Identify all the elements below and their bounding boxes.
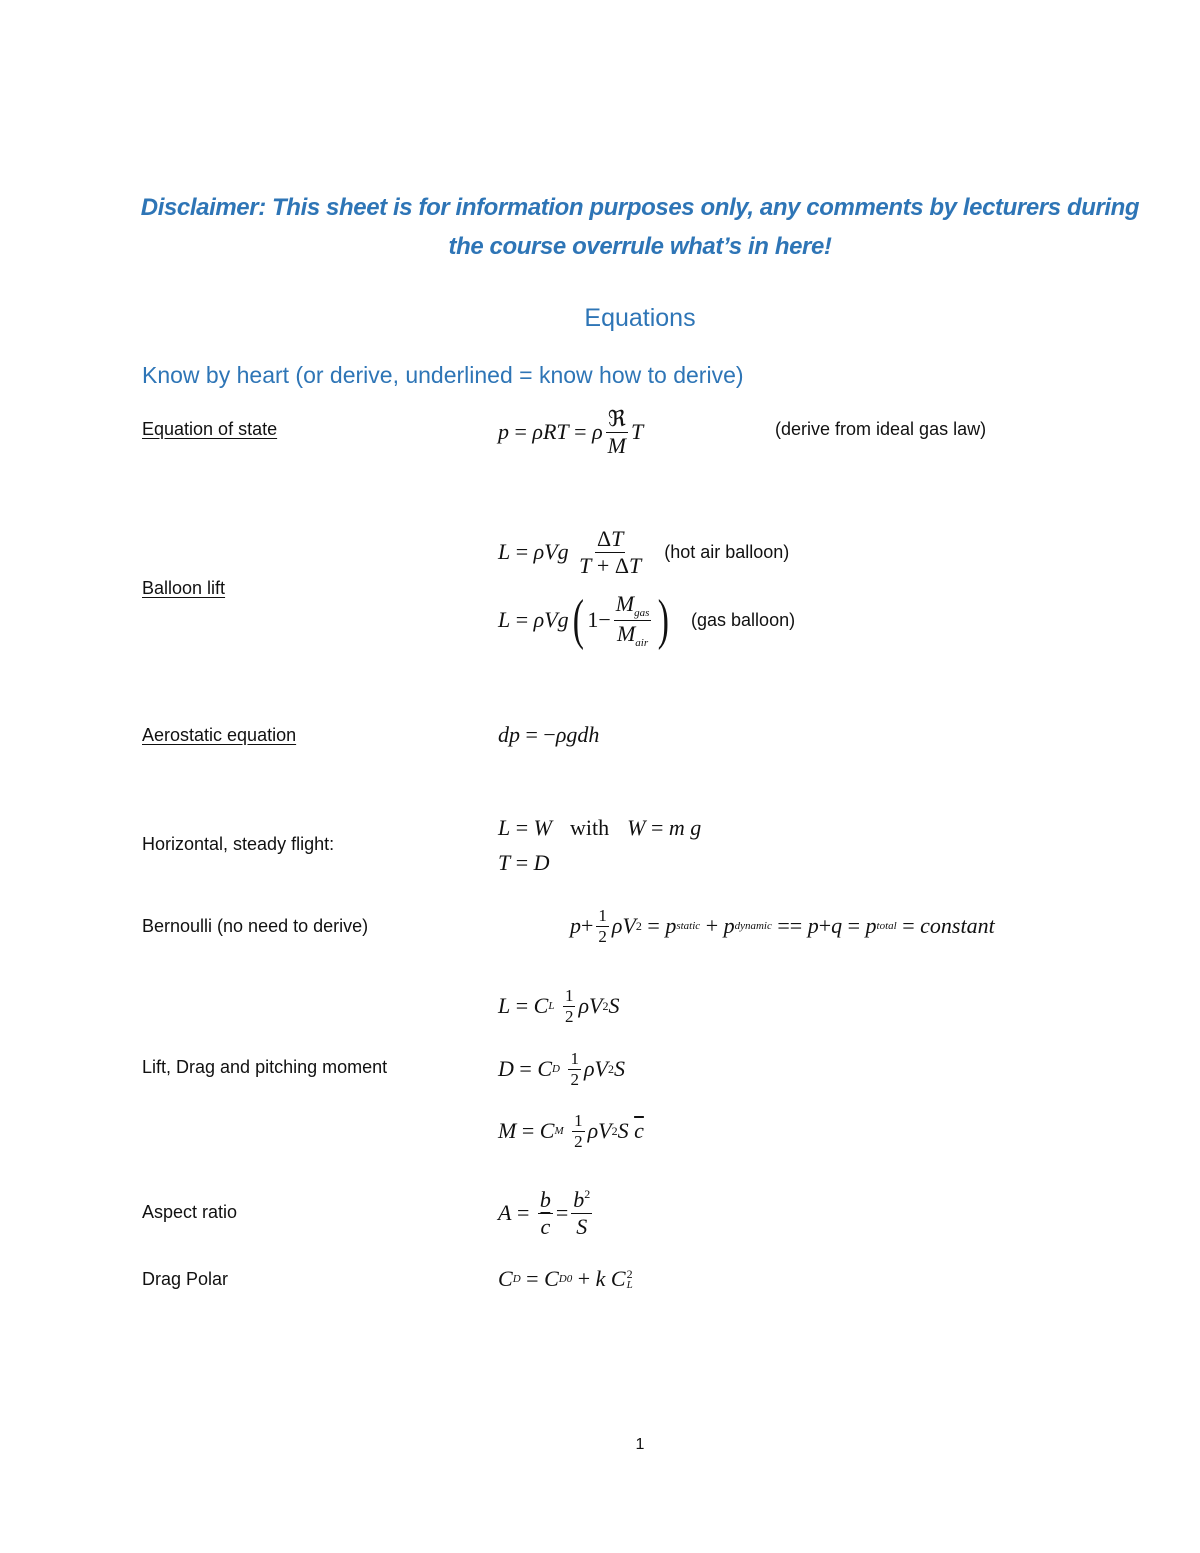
- page-number: 1: [635, 1436, 645, 1453]
- label-lift-drag-moment: Lift, Drag and pitching moment: [142, 1057, 388, 1077]
- label-aerostatic-equation: Aerostatic equation: [142, 725, 297, 745]
- label-aspect-ratio: Aspect ratio: [142, 1202, 238, 1222]
- aspect-ratio-formula: A = $\frac{b}{c}$ = $\frac{b^2}{S}$: [498, 1187, 591, 1239]
- label-horizontal-steady-flight: Horizontal, steady flight:: [142, 834, 335, 854]
- with-text: with: [570, 815, 610, 840]
- section-heading: Equations: [584, 304, 696, 332]
- hot-air-balloon-note: (hot air balloon): [664, 541, 790, 562]
- label-bernoulli: Bernoulli (no need to derive): [142, 916, 369, 936]
- bernoulli-formula: p + $\frac{1}{2}$ ρV 2 = p static + p dynamic == p + q = p total = constant: [570, 905, 995, 946]
- disclaimer: [100, 188, 1180, 266]
- lift-formula: L = C L $\frac{1}{2}$ ρV 2 S: [498, 985, 620, 1026]
- subheading: Know by heart (or derive, underlined = know how to derive): [142, 362, 744, 388]
- drag-polar-formula: C D = C D0 + k C 2 L: [498, 1266, 633, 1291]
- horizontal-flight-formula-1: L = W with W = m g: [498, 815, 702, 840]
- balloon-lift-gas-formula: L = ρVg ( 1− $\frac{M_{gas}}{M_{air}}$ ) (gas balloon): [498, 589, 796, 651]
- equation-of-state-note: (derive from ideal gas law): [775, 419, 987, 439]
- label-drag-polar: Drag Polar: [142, 1269, 229, 1289]
- disclaimer-line-2: the course overrule what’s in here!: [448, 233, 832, 260]
- aerostatic-formula: dp = − ρgdh: [498, 722, 600, 747]
- drag-formula: D = C D $\frac{1}{2}$ ρV 2 S: [498, 1048, 625, 1089]
- disclaimer-line-1: Disclaimer: This sheet is for information purposes only, any comments by lecturers during: [140, 194, 1140, 221]
- label-balloon-lift: Balloon lift: [142, 578, 226, 598]
- balloon-lift-hot-air-formula: L = ρVg $\frac{\Delta T}{T + \Delta T}$ (hot air balloon): [498, 526, 790, 578]
- gas-balloon-note: (gas balloon): [691, 609, 796, 630]
- label-equation-of-state: Equation of state: [142, 419, 278, 439]
- moment-formula: M = C M $\frac{1}{2}$ ρV 2 S $\overline{c}$: [498, 1110, 644, 1151]
- equation-of-state-formula: p = ρRT = ρ $\frac{\text{ℜ}}{M}$ T: [498, 406, 644, 458]
- horizontal-flight-formula-2: T = D: [498, 850, 550, 875]
